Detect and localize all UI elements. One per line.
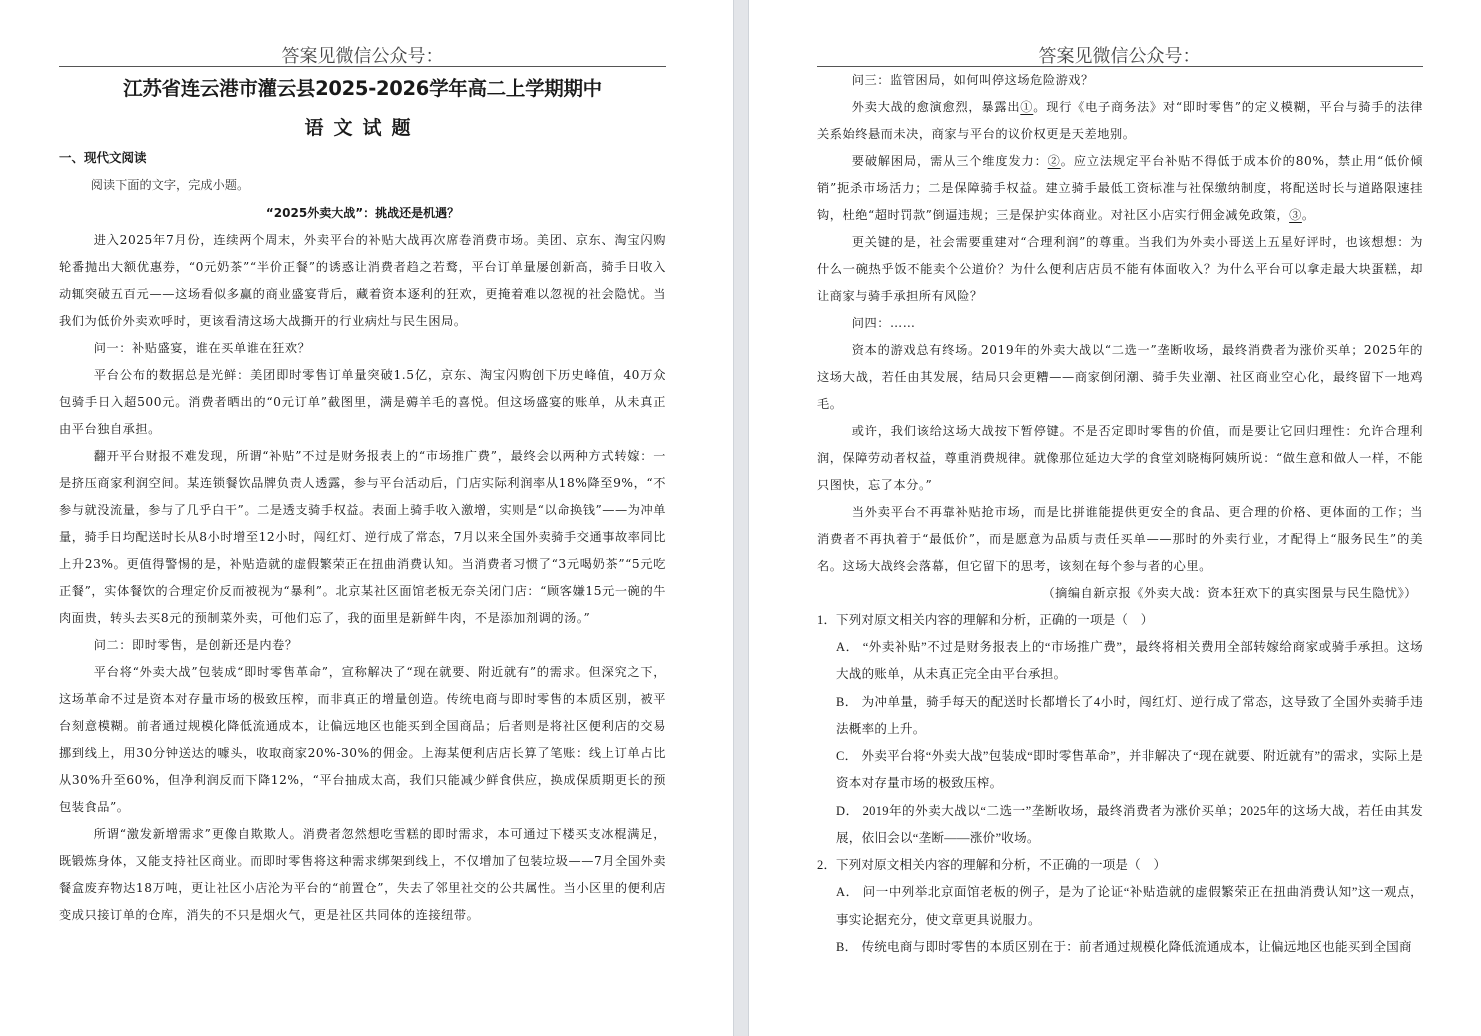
fill-blank-2: ② <box>1047 154 1061 168</box>
question-2 <box>817 852 1423 961</box>
option-text: 传统电商与即时零售的本质区别在于：前者通过规模化降低流通成本，让偏远地区也能买到全国商 <box>861 939 1412 954</box>
right-page <box>750 0 1481 1036</box>
option-a <box>817 634 1423 689</box>
question-text: 下列对原文相关内容的理解和分析，正确的一项是（ ） <box>836 613 1154 627</box>
article-paragraph: 平台公布的数据总是光鲜：美团即时零售订单量突破1.5亿，京东、淘宝闪购创下历史峰值，40万众包骑手日入超500元。消费者晒出的“0元订单”截图里，满是薅羊毛的喜悦。但这场盛宴的账单，从未真正由平台独自承担。 <box>59 368 666 436</box>
question-number: 1． <box>817 613 837 627</box>
page-header: 答案见微信公众号： <box>281 46 444 67</box>
exam-title: 江苏省连云港市灌云县2025-2026学年高二上学期期中 <box>123 77 602 100</box>
option-a <box>817 879 1423 934</box>
article-paragraph: 翻开平台财报不难发现，所谓“补贴”不过是财务报表上的“市场推广费”，最终会以两种方式转嫁：一是挤压商家利润空间。某连锁餐饮品牌负责人透露，参与平台活动后，门店实际利润率从18%降至9%，“不参与就没流量，参与了几乎白干”。二是透支骑手权益。表面上骑手收入激增，实则是“以命换钱”——为冲单量，骑手日均配送时长从8小时增至12小时，闯红灯、逆行成了常态，7月以来全国外卖骑手交通事故率同比上升23%。更值得警惕的是，补贴造就的虚假繁荣正在扭曲消费认知。当消费者习惯了“3元喝奶茶”“5元吃正餐”，实体餐饮的合理定价反而被视为“暴利”。北京某社区面馆老板无奈关闭门店：“顾客嫌15元一碗的牛肉面贵，转头去买8元的预制菜外卖，可他们忘了，我的面里是新鲜牛肉，不是添加剂调的汤。” <box>59 449 666 625</box>
article-paragraph: 资本的游戏总有终场。2019年的外卖大战以“二选一”垄断收场，最终消费者为涨价买单；2025年的这场大战，若任由其发展，结局只会更糟——商家倒闭潮、骑手失业潮、社区商业空心化，最终留下一地鸡毛。 <box>817 343 1423 411</box>
question-number: 2． <box>817 858 837 873</box>
paragraph-text: 要破解困局，需从三个维度发力： <box>851 154 1048 168</box>
fill-blank-3: ③ <box>1289 208 1302 222</box>
article-subheading: 问二：即时零售，是创新还是内卷？ <box>93 638 298 652</box>
option-label: A． <box>836 885 859 900</box>
left-page <box>0 0 733 1036</box>
article-paragraph: 平台将“外卖大战”包装成“即时零售革命”，宣称解决了“现在就要、附近就有”的需求。但深究之下，这场革命不过是资本对存量市场的极致压榨，而非真正的增量创造。传统电商与即时零售的本质区别，被平台刻意模糊。前者通过规模化降低流通成本，让偏远地区也能买到全国商品；后者则是将社区便利店的交易挪到线上，用30分钟送达的噱头，收取商家20%-30%的佣金。上海某便利店店长算了笔账：线上订单占比从30%升至60%，但净利润反而下降12%，“平台抽成太高，我们只能减少鲜食供应，换成保质期更长的预包装食品”。 <box>59 665 666 814</box>
question-stem <box>817 852 1423 879</box>
article-paragraph: 进入2025年7月份，连续两个周末，外卖平台的补贴大战再次席卷消费市场。美团、京东、淘宝闪购轮番抛出大额优惠券，“0元奶茶”“半价正餐”的诱惑让消费者趋之若鹜，平台订单量屡创新高，骑手日收入动辄突破五百元——这场看似多赢的商业盛宴背后，藏着资本逐利的狂欢，更掩着难以忽视的社会隐忧。当我们为低价外卖欢呼时，更该看清这场大战撕开的行业病灶与民生困局。 <box>59 233 666 328</box>
paragraph-text: 。应立法规定平台补贴不得低于成本价的80%，禁止用“低价倾销”扼杀市场活力；二是保障骑手权益。建立骑手最低工资标准与社保缴纳制度，将配送时长与道路限速挂钩，杜绝“超时罚款”倒逼违规；三是保护实体商业。对社区小店实行佣金减免政策， <box>817 154 1423 222</box>
left-page-content <box>59 72 666 929</box>
article-paragraph <box>817 148 1423 229</box>
exam-subject-title: 语文试题 <box>304 117 421 139</box>
option-text: 外卖平台将“外卖大战”包装成“即时零售革命”，并非解决了“现在就要、附近就有”的需求，实际上是资本对存量市场的极致压榨。 <box>836 749 1424 791</box>
question-text: 下列对原文相关内容的理解和分析，不正确的一项是（ ） <box>836 858 1167 873</box>
option-c <box>817 743 1423 798</box>
header-divider <box>59 66 666 67</box>
paragraph-text: 。 <box>1301 208 1315 222</box>
article-paragraph: 或许，我们该给这场大战按下暂停键。不是否定即时零售的价值，而是要让它回归理性：允许合理利润，保障劳动者权益，尊重消费规律。就像那位延边大学的食堂刘晓梅阿姨所说：“做生意和做人一样，不能只图快，忘了本分。” <box>817 424 1423 492</box>
option-text: 2019年的外卖大战以“二选一”垄断收场，最终消费者为涨价买单；2025年的这场大战，若任由其发展，依旧会以“垄断——涨价”收场。 <box>836 803 1423 846</box>
question-stem <box>817 607 1423 634</box>
section-heading: 一、现代文阅读 <box>59 150 147 165</box>
article-paragraph <box>817 94 1423 148</box>
paragraph-text: 外卖大战的愈演愈烈，暴露出 <box>851 100 1021 114</box>
option-label: A． <box>836 640 859 654</box>
question-1 <box>817 607 1423 852</box>
option-label: B． <box>836 939 858 954</box>
article-paragraph: 所谓“激发新增需求”更像自欺欺人。消费者忽然想吃雪糕的即时需求，本可通过下楼买支冰棍满足，既锻炼身体，又能支持社区商业。而即时零售将这种需求绑架到线上，不仅增加了包装垃圾——7月全国外卖餐盒废弃物达18万吨，更让社区小店沦为平台的“前置仓”，失去了邻里社交的公共属性。当小区里的便利店变成只接订单的仓库，消失的不只是烟火气，更是社区共同体的连接纽带。 <box>59 827 666 922</box>
option-label: D． <box>836 803 859 818</box>
right-page-content <box>817 67 1423 961</box>
option-d <box>817 798 1423 853</box>
paragraph-text: 。现行《电子商务法》对“即时零售”的定义模糊，平台与骑手的法律关系始终悬而未决，商家与平台的议价权更是天差地别。 <box>817 100 1423 141</box>
article-source: （摘编自新京报《外卖大战：资本狂欢下的真实图景与民生隐忧》） <box>1042 586 1417 600</box>
option-label: C． <box>836 749 858 764</box>
article-subheading: 问三：监管困局，如何叫停这场危险游戏？ <box>851 73 1094 87</box>
article-paragraph: 当外卖平台不再靠补贴抢市场，而是比拼谁能提供更安全的食品、更合理的价格、更体面的工作；当消费者不再执着于“最低价”，而是愿意为品质与责任买单——那时的外卖行业，才配得上“服务民生”的美名。这场大战终会落幕，但它留下的思考，该刻在每个参与者的心里。 <box>817 505 1423 573</box>
option-text: “外卖补贴”不过是财务报表上的“市场推广费”，最终将相关费用全部转嫁给商家或骑手承担。这场大战的账单，从未真正完全由平台承担。 <box>836 640 1423 682</box>
option-b <box>817 689 1423 744</box>
option-label: B． <box>836 694 858 709</box>
page-gutter <box>733 0 749 1036</box>
page-header: 答案见微信公众号： <box>1038 46 1201 67</box>
reading-instruction: 阅读下面的文字，完成小题。 <box>90 178 250 192</box>
article-title: “2025外卖大战”：挑战还是机遇？ <box>265 206 460 220</box>
article-subheading: 问四：…… <box>851 316 916 330</box>
option-text: 为冲单量，骑手每天的配送时长都增长了4小时，闯红灯、逆行成了常态，这导致了全国外卖骑手违法概率的上升。 <box>836 694 1424 736</box>
option-b <box>817 934 1423 961</box>
option-text: 问一中列举北京面馆老板的例子，是为了论证“补贴造就的虚假繁荣正在扭曲消费认知”这一观点，事实论据充分，使文章更具说服力。 <box>836 885 1423 927</box>
article-subheading: 问一：补贴盛宴，谁在买单谁在狂欢？ <box>93 341 311 355</box>
fill-blank-1: ① <box>1020 100 1034 114</box>
article-paragraph: 更关键的是，社会需要重建对“合理利润”的尊重。当我们为外卖小哥送上五星好评时，也该想想：为什么一碗热乎饭不能卖个公道价？为什么便利店店员不能有体面收入？为什么平台可以拿走最大块蛋糕，却让商家与骑手承担所有风险？ <box>817 235 1423 303</box>
